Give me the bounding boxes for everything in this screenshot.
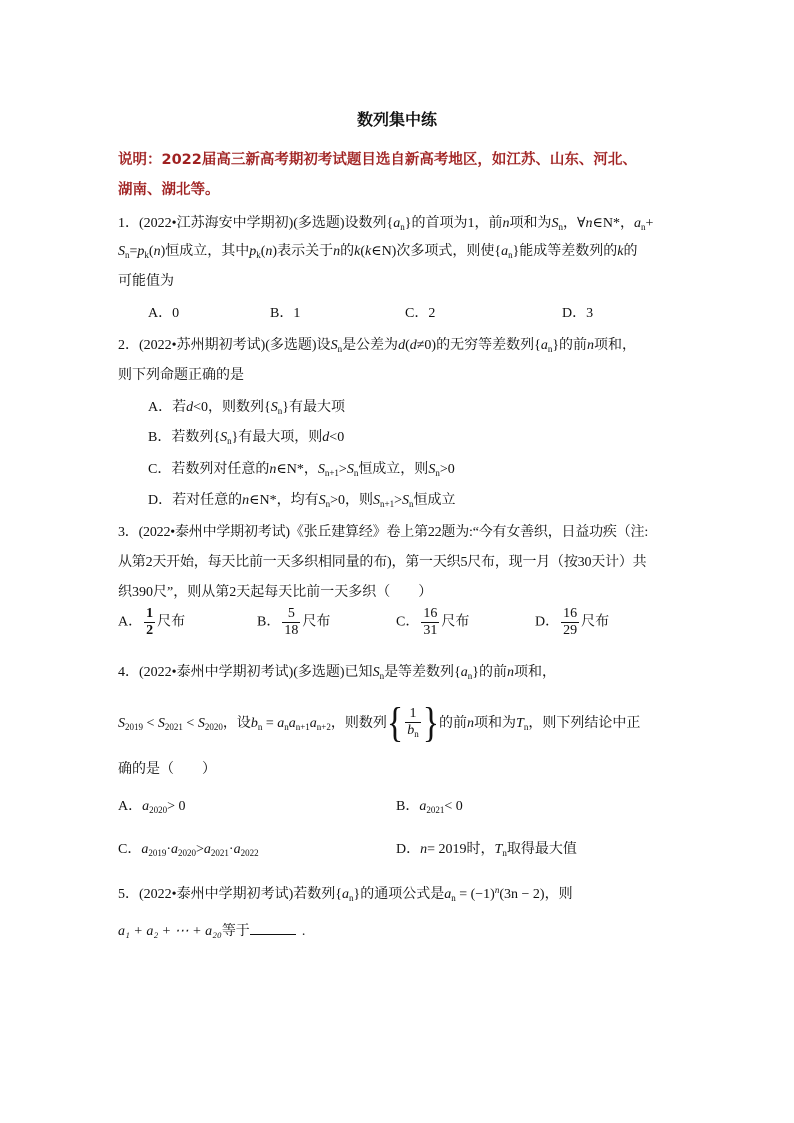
q3-option-c[interactable]: C． $\frac{16}{31}$ 尺布 [396,606,470,638]
fraction: $\frac{1}{b_n}$ [407,706,419,739]
q1-option-b[interactable]: B．1 [270,306,301,321]
q4-line-3: 确的是（ ） [118,762,216,777]
q4-option-a[interactable]: A．$a_{2020}> 0$ [118,799,186,815]
q3-line-3: 织390尺”，则从第2天起每天比前一天多织（ ） [118,585,433,600]
q1-option-d[interactable]: D．3 [562,306,594,321]
q5-line-2: a₁ + a₂ + ⋯ + a₂₀等于 . [118,924,306,939]
q1-line-1: 1．(2022•江苏海安中学期初)(多选题)设数列$\{a_n\}$的首项为1，前n项和为$S_n$，∀n∈N*，$a_n+$ [118,216,654,232]
q2-option-b[interactable]: B．若数列$\{S_n\}$有最大项，则d<0 [148,430,345,446]
page-title: 数列集中练 [356,110,437,129]
q4-line-1: 4．(2022•泰州中学期初考试)(多选题)已知$S_n$是等差数列$\{a_n\}$的前n项和， [118,665,557,681]
q3-option-a[interactable]: A． $\frac{1}{2}$ 尺布 [118,606,186,638]
q2-line-1: 2．(2022•苏州期初考试)(多选题)设$S_n$是公差为d(d≠0)的无穷等差数列$\{a_n\}$的前n项和， [118,338,637,354]
q1-line-3: 可能值为 [118,274,174,289]
q2-option-c[interactable]: C．若数列对任意的n∈N*，$S_{n+1}>S_n$恒成立，则$S_n>0$ [148,462,455,478]
q4-option-b[interactable]: B．$a_{2021}< 0$ [396,799,463,815]
answer-blank[interactable] [250,922,296,935]
q3-line-2: 从第2天开始，每天比前一天多织相同量的布)，第一天织5尺布，现一月（按30天计）共 [118,555,647,570]
fraction: $\frac{16}{29}$ [563,606,578,638]
fraction: $\frac{5}{18}$ [284,606,299,638]
q1-option-a[interactable]: A．0 [148,306,180,321]
note-line-1: 说明：2022届高三新高考期初考试题目选自新高考地区，如江苏、山东、河北、 [118,152,637,168]
fraction: $\frac{1}{2}$ [146,606,154,638]
q3-option-d[interactable]: D． $\frac{16}{29}$ 尺布 [535,606,610,638]
q4-option-d[interactable]: D．n= 2019时，$T_n$取得最大值 [396,842,577,858]
q2-option-a[interactable]: A．若d<0，则数列$\{S_n\}$有最大项 [148,400,345,416]
q4-line-2: $S_{2019} < S_{2021} < S_{2020}$，设$b_n = a_na_{n+1}a_{n+2}$，则数列{ $\frac{1}{b_n}$ }的前n项和为$T_n$，则下列结论中正 [118,700,641,747]
q4-option-c[interactable]: C．$a_{2019}\cdot a_{2020}>a_{2021}\cdot a_{2022}$ [118,842,259,858]
q1-line-2: $S_n=p_k(n)$恒成立，其中$p_k(n)$表示关于n的k(k∈N)次多项式，则使$\{a_n\}$能成等差数列的k的 [118,244,638,260]
q3-line-1: 3．(2022•泰州中学期初考试)《张丘建算经》卷上第22题为:“今有女善织，日益功疾（注: [118,525,649,540]
q1-option-c[interactable]: C．2 [405,306,436,321]
fraction: $\frac{16}{31}$ [423,606,438,638]
note-line-2: 湖南、湖北等。 [118,182,220,198]
q2-option-d[interactable]: D．若对任意的n∈N*，均有$S_n>0$，则$S_{n+1}>S_n$恒成立 [148,493,456,509]
q2-line-2: 则下列命题正确的是 [118,368,244,383]
q5-line-1: 5．(2022•泰州中学期初考试)若数列$\{a_n\}$的通项公式是$a_n = (-1)^n(3n - 2)$，则 [118,885,573,903]
q3-option-b[interactable]: B． $\frac{5}{18}$ 尺布 [257,606,331,638]
